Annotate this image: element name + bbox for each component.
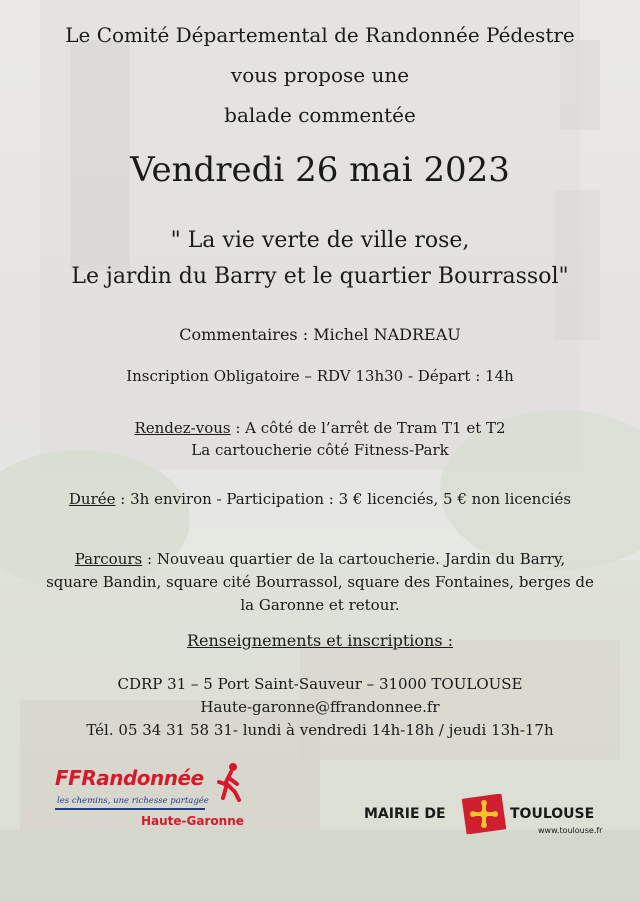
ffrandonnee-logo	[55, 762, 255, 834]
contact-phone: Tél. 05 34 31 58 31- lundi à vendredi 14h-18h / jeudi 13h-17h	[86, 721, 554, 739]
rendezvous-line-2: La cartoucherie côté Fitness-Park	[191, 441, 449, 459]
contact-email[interactable]: Haute-garonne@ffrandonnee.fr	[200, 698, 440, 716]
header-line-3: balade commentée	[224, 103, 416, 127]
mairie-url: www.toulouse.fr	[538, 826, 603, 835]
inscription: Inscription Obligatoire – RDV 13h30 - Départ : 14h	[126, 367, 514, 385]
duree-text: : 3h environ - Participation : 3 € licenciés, 5 € non licenciés	[115, 490, 572, 508]
parcours-label: Parcours	[74, 550, 143, 568]
ffrandonnee-wordmark: FFRandonnée	[55, 766, 204, 790]
parcours-line-2: square Bandin, square cité Bourrassol, square des Fontaines, berges de	[46, 573, 594, 591]
parcours-text: : Nouveau quartier de la cartoucherie. Jardin du Barry,	[142, 550, 566, 568]
commentaires: Commentaires : Michel NADREAU	[179, 325, 461, 344]
ffrandonnee-tagline: les chemins, une richesse partagée	[57, 796, 209, 806]
parcours-line-1	[0, 550, 640, 568]
rendezvous-text: : A côté de l’arrêt de Tram T1 et T2	[230, 419, 506, 437]
mairie-text-right: TOULOUSE	[510, 806, 595, 822]
duree-line	[0, 490, 640, 508]
parcours-line-3: la Garonne et retour.	[240, 596, 400, 614]
header-line-1: Le Comité Départemental de Randonnée Pédestre	[65, 23, 575, 47]
header-line-2: vous propose une	[230, 63, 410, 87]
event-date: Vendredi 26 mai 2023	[130, 150, 510, 190]
contact-address: CDRP 31 – 5 Port Saint-Sauveur – 31000 TOULOUSE	[117, 675, 523, 693]
rendezvous-line-1	[0, 419, 640, 437]
occitan-cross-icon	[462, 794, 506, 834]
mairie-toulouse-logo	[360, 790, 620, 850]
rendezvous-label: Rendez-vous	[134, 419, 231, 437]
title-line-1: " La vie verte de ville rose,	[170, 228, 470, 253]
mairie-text-left: MAIRIE DE	[364, 806, 446, 822]
title-line-2: Le jardin du Barry et le quartier Bourrassol"	[71, 264, 569, 289]
renseignements-heading: Renseignements et inscriptions :	[186, 631, 454, 650]
hiker-icon	[215, 762, 245, 802]
ffrandonnee-region: Haute-Garonne	[141, 814, 244, 828]
ffrandonnee-underline	[55, 808, 205, 810]
duree-label: Durée	[68, 490, 116, 508]
